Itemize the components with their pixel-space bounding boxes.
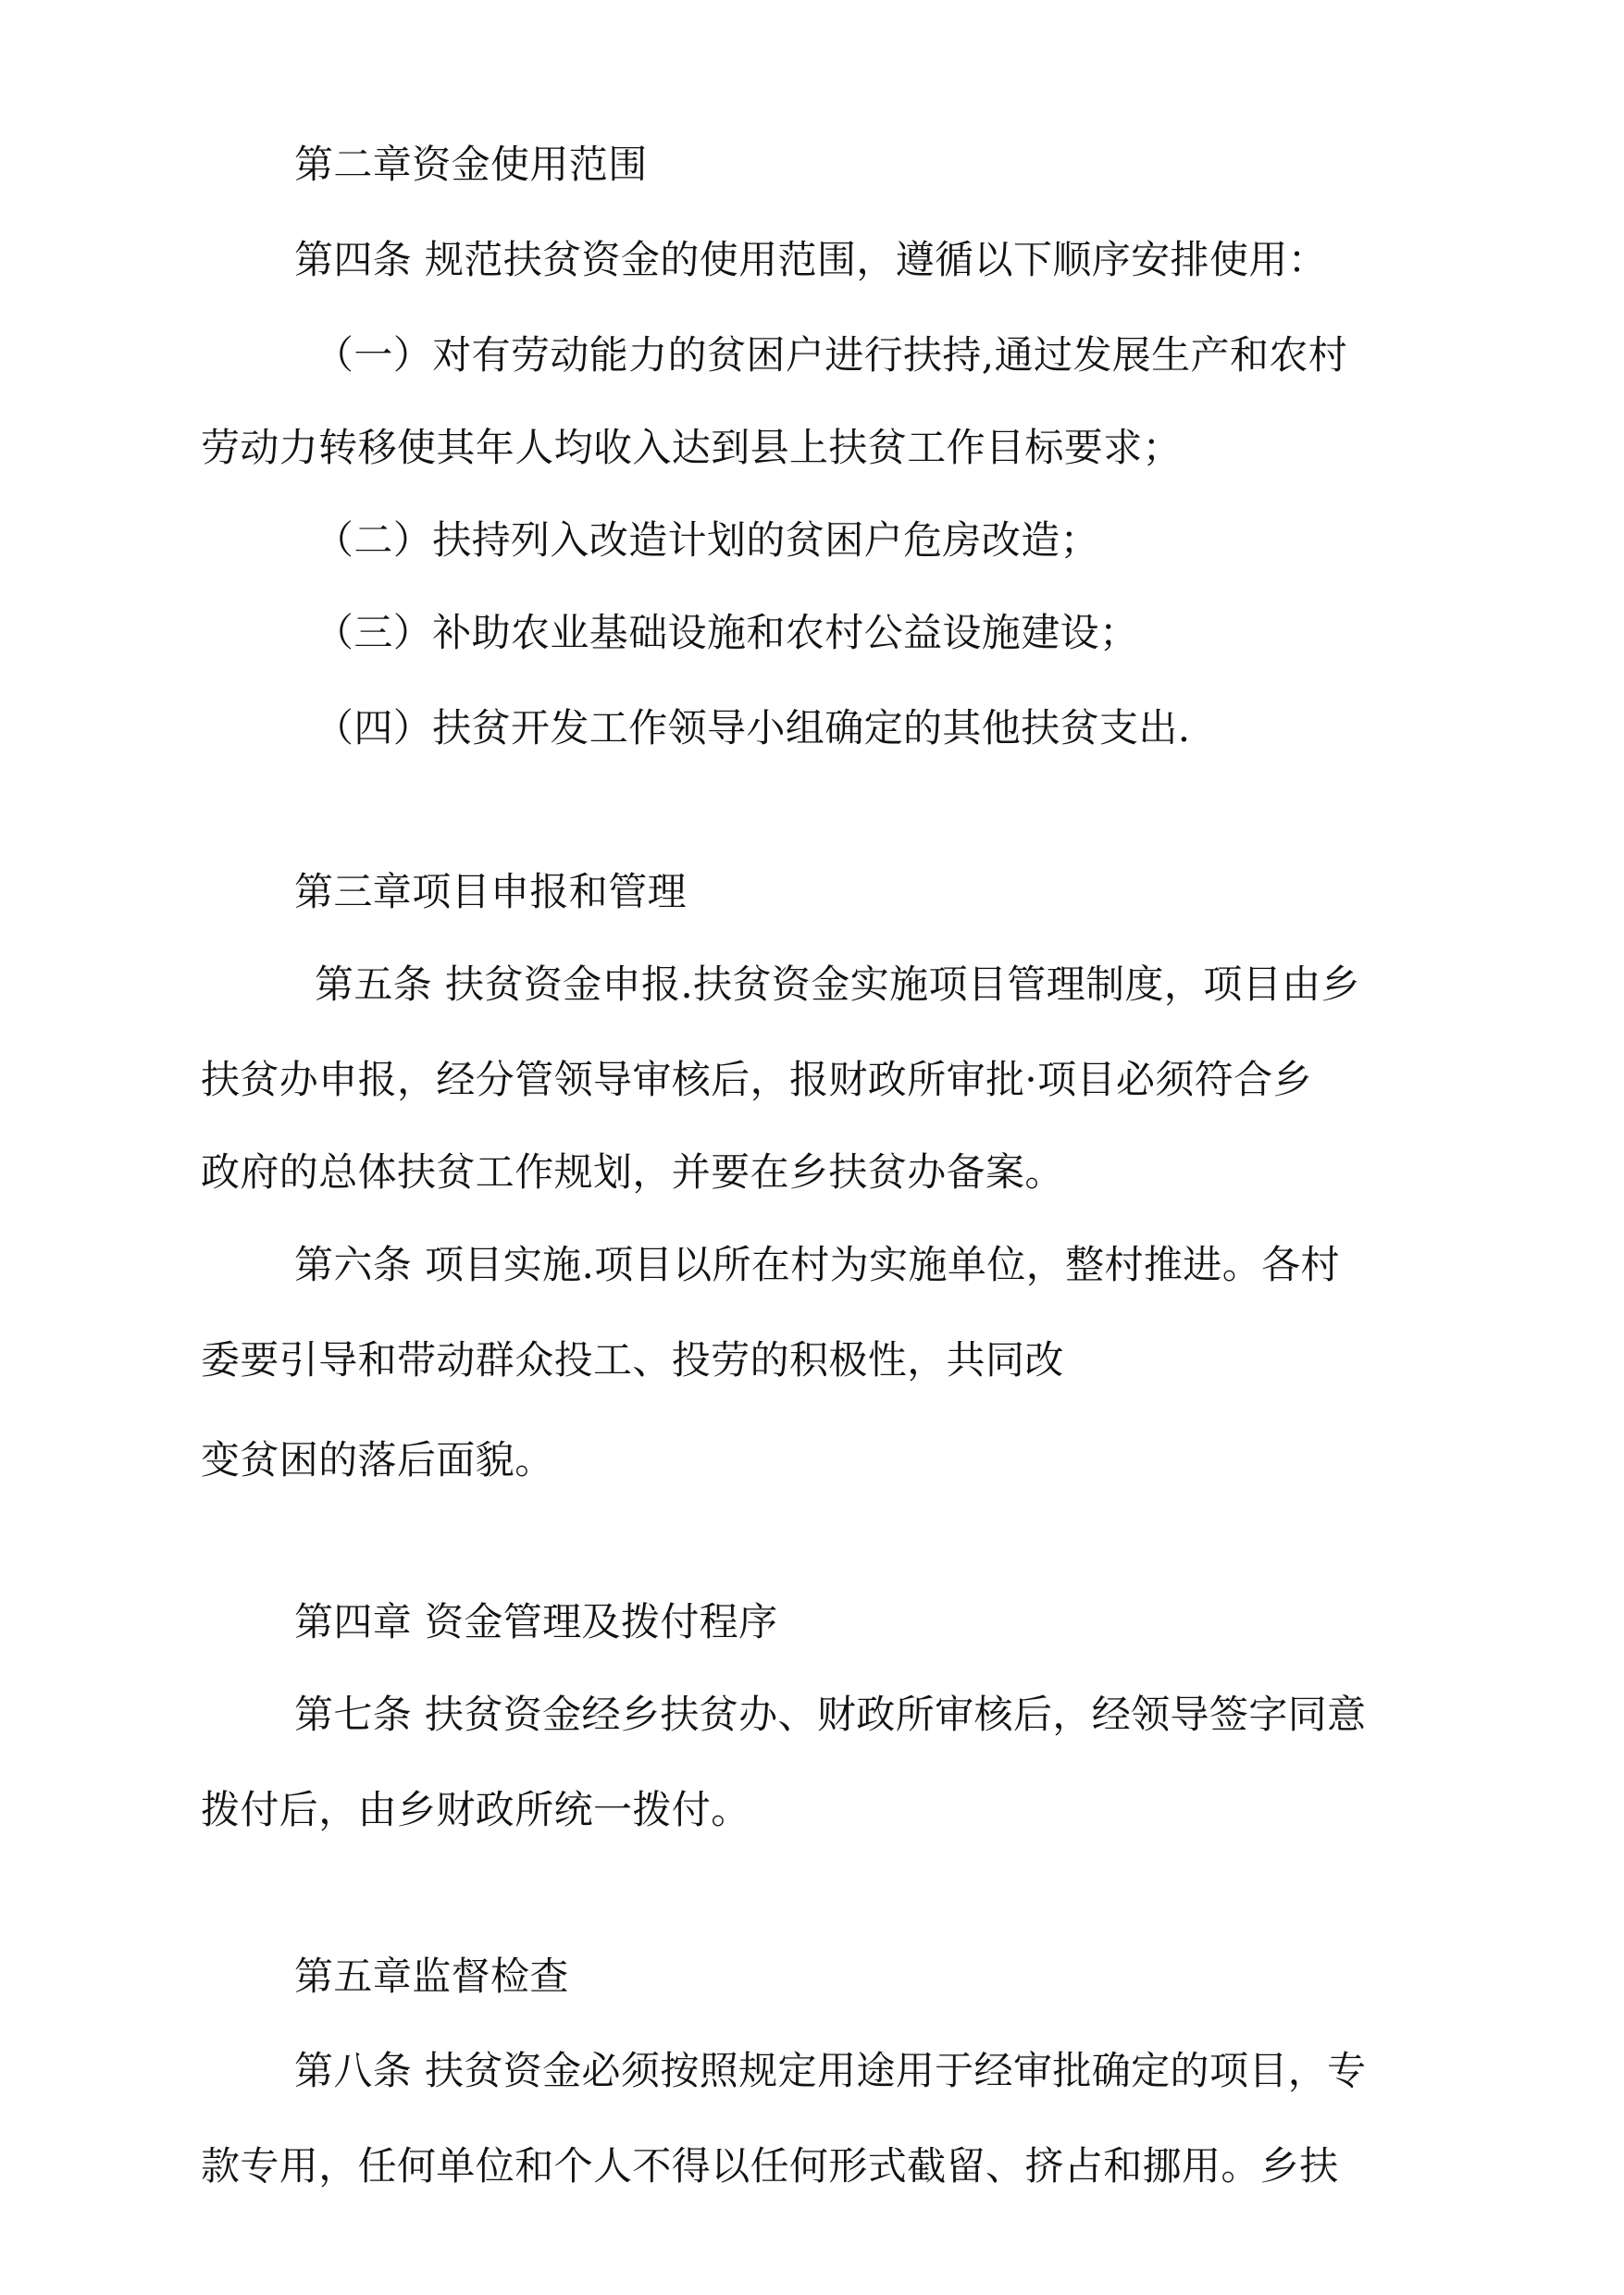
- item-1-line-1: （一）对有劳动能力的贫困户进行扶持,通过发展生产和农村: [315, 332, 1348, 378]
- chapter-3-title: 第三章项目申报和管理: [294, 869, 688, 914]
- article-6-line-1: 第六条 项目实施.项目以所在村为实施单位，整村推进。各村: [294, 1242, 1340, 1287]
- article-5-line-3: 政府的总体扶贫工作规划，并要在乡扶贫办备案。: [201, 1149, 1064, 1195]
- item-4-line: （四）扶贫开发工作领导小组确定的其他扶贫支出.: [315, 705, 1191, 751]
- item-2-line: （二）扶持列入改造计划的贫困户危房改造；: [315, 517, 1100, 563]
- article-5-line-1: 第五条 扶贫资金申报.扶贫资金实施项目管理制度，项目由乡: [315, 961, 1360, 1007]
- article-5-line-2: 扶贫办申报，经分管领导审核后，报财政所审批·项目必须符合乡: [201, 1057, 1312, 1102]
- article-8-line-1: 第八条 扶贫资金必须按照规定用途用于经审批确定的项目，专: [294, 2048, 1367, 2093]
- item-1-line-2: 劳动力转移使其年人均收入达到县上扶贫工作目标要求；: [201, 425, 1183, 470]
- article-7-line-2: 拨付后，由乡财政所统一拨付。: [201, 1787, 750, 1832]
- chapter-2-title: 第二章资金使用范围: [294, 142, 648, 187]
- article-6-line-2: 委要引导和带动群众投工、投劳的积极性，共同改: [201, 1337, 1064, 1383]
- chapter-5-title: 第五章监督检查: [294, 1954, 569, 1999]
- item-3-line: （三）补助农业基础设施和农村公益设施建设；: [315, 610, 1139, 655]
- article-4-line: 第四条 规范扶贫资金的使用范围，遵循以下顺序安排使用：: [294, 237, 1328, 282]
- article-8-line-2: 款专用，任何单位和个人不得以任何形式截留、挤占和挪用。乡扶: [201, 2143, 1339, 2189]
- article-6-line-3: 变贫困的落后面貌。: [201, 1437, 554, 1482]
- article-7-line-1: 第七条 扶贫资金经乡扶贫办、财政所审核后，经领导签字同意: [294, 1692, 1367, 1737]
- chapter-4-title: 第四章 资金管理及拨付程序: [294, 1599, 778, 1644]
